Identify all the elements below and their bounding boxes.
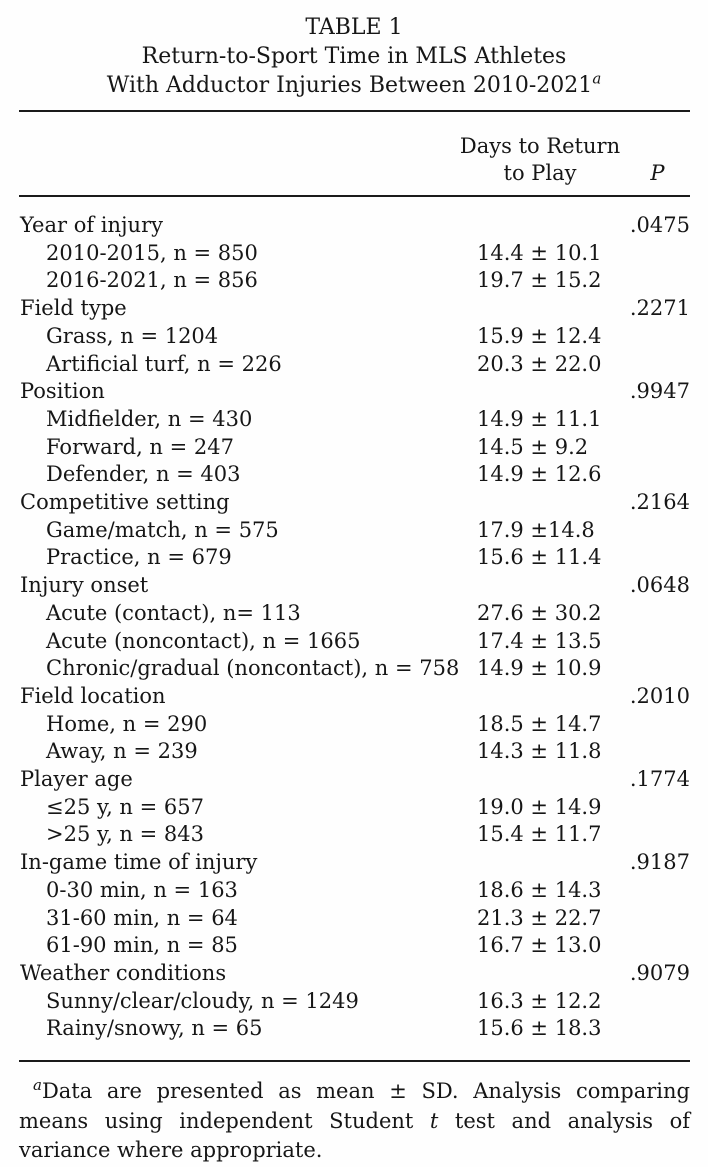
table-row: Rainy/snowy, n = 65 15.6 ± 18.3	[46, 1016, 602, 1041]
table-row: Acute (contact), n= 113 27.6 ± 30.2	[46, 600, 602, 625]
table-row: Artificial turf, n = 226 20.3 ± 22.0	[46, 351, 602, 376]
table-row: Acute (noncontact), n = 1665 17.4 ± 13.5	[46, 628, 602, 653]
table-row: Sunny/clear/cloudy, n = 1249 16.3 ± 12.2	[46, 988, 602, 1013]
table-row: Game/match, n = 575 17.9 ±14.8	[46, 517, 595, 542]
table-row: Weather conditions .9079	[20, 960, 690, 985]
rule-top	[19, 110, 690, 112]
table-number: TABLE 1	[305, 15, 403, 40]
table-row: >25 y, n = 843 15.4 ± 11.7	[46, 822, 602, 847]
table-row: Chronic/gradual (noncontact), n = 758 14.9 ± 10.9	[46, 656, 602, 681]
footnote-text-part2: test and analysis of variance where appropriate.	[19, 1108, 690, 1163]
title-footnote-marker: a	[592, 69, 602, 88]
table-row: 2016-2021, n = 856 19.7 ± 15.2	[46, 268, 602, 293]
rule-bottom	[19, 1060, 690, 1062]
table-row: Midfielder, n = 430 14.9 ± 11.1	[46, 406, 602, 431]
table-row: Position .9947	[20, 379, 690, 404]
table-title-line2: With Adductor Injuries Between 2010-2021$^a$	[106, 69, 602, 98]
table-row: Home, n = 290 18.5 ± 14.7	[46, 711, 602, 736]
table-row: In-game time of injury .9187	[20, 850, 690, 875]
table-row: 31-60 min, n = 64 21.3 ± 22.7	[46, 905, 602, 930]
table-body	[0, 208, 708, 1043]
table-row: Player age .1774	[20, 767, 690, 792]
table-row: Away, n = 239 14.3 ± 11.8	[46, 739, 602, 764]
table-row: Grass, n = 1204 15.9 ± 12.4	[46, 323, 602, 348]
table-row: Field type .2271	[20, 296, 690, 321]
table-row: Practice, n = 679 15.6 ± 11.4	[46, 545, 602, 570]
table-row: Year of injury .0475	[20, 213, 690, 237]
table-title-block	[0, 0, 708, 100]
footnote-marker: a	[33, 1076, 42, 1095]
table-row: 61-90 min, n = 85 16.7 ± 13.0	[46, 933, 602, 958]
table-row: Field location .2010	[20, 683, 690, 708]
rule-below-header	[19, 195, 690, 197]
footnote-text-part1: Data are presented as mean ± SD. Analysis comparing means using independent Student	[19, 1079, 690, 1133]
table-row: Defender, n = 403 14.9 ± 12.6	[46, 462, 602, 487]
table-row: Injury onset .0648	[20, 573, 690, 598]
column-header-row	[0, 133, 708, 187]
label-column-header	[20, 133, 455, 187]
table-row: 0-30 min, n = 163 18.6 ± 14.3	[46, 877, 602, 902]
value-column-header: Days to Return to Play	[459, 134, 621, 185]
table-footnote	[0, 1077, 708, 1166]
table-row: ≤25 y, n = 657 19.0 ± 14.9	[46, 794, 602, 819]
table-row: Forward, n = 247 14.5 ± 9.2	[46, 434, 589, 459]
footnote-italic-term: t	[429, 1108, 439, 1133]
table-row: 2010-2015, n = 850 14.4 ± 10.1	[46, 240, 602, 265]
table-row: Competitive setting .2164	[20, 490, 690, 515]
p-column-header: P	[650, 161, 665, 185]
table-title-line1: Return-to-Sport Time in MLS Athletes	[141, 44, 567, 69]
